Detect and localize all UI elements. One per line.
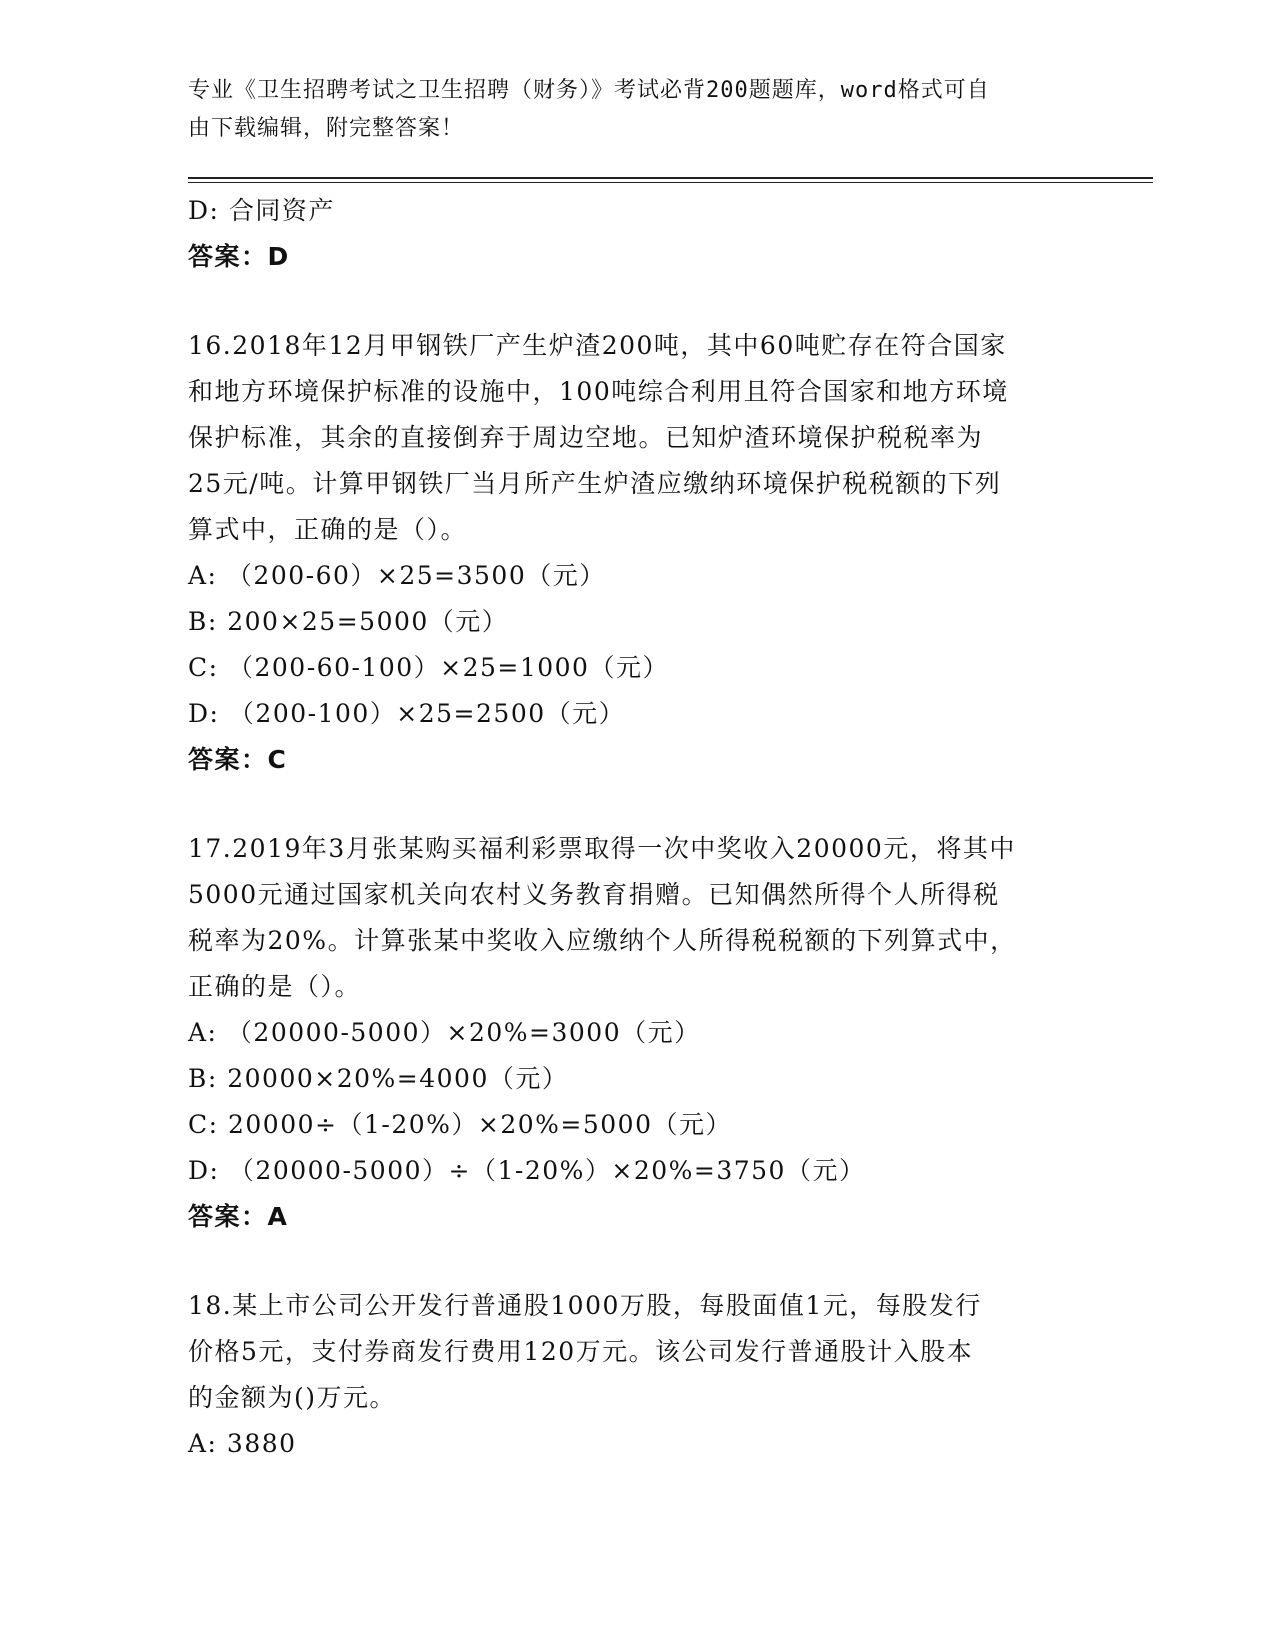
header-divider-thick: [188, 177, 1153, 179]
header-divider-thin: [188, 182, 1153, 183]
question-17: [188, 826, 1088, 1010]
header-line-1: 专业《卫生招聘考试之卫生招聘（财务）》考试必背200题题库，word格式可自: [188, 78, 990, 103]
question-16-answer: 答案：C: [188, 745, 288, 774]
question-17-line: 税率为20%。计算张某中奖收入应缴纳个人所得税税额的下列算式中，: [188, 926, 1017, 955]
prev-option-d: D: 合同资产: [188, 196, 335, 225]
spacer: [188, 1240, 1088, 1283]
question-18-line: 的金额为()万元。: [188, 1383, 397, 1412]
question-18: [188, 1283, 1088, 1421]
question-16-option-a: A: （200-60）×25=3500（元）: [188, 561, 606, 590]
question-16-line: 16.2018年12月甲钢铁厂产生炉渣200吨，其中60吨贮存在符合国家: [188, 331, 1007, 360]
spacer: [188, 783, 1088, 826]
question-16-option-d: D: （200-100）×25=2500（元）: [188, 699, 626, 728]
question-17-option-d: D: （20000-5000）÷（1-20%）×20%=3750（元）: [188, 1156, 866, 1185]
page-header: [188, 72, 1068, 148]
question-17-line: 5000元通过国家机关向农村义务教育捐赠。已知偶然所得个人所得税: [188, 880, 1000, 909]
question-17-line: 正确的是（）。: [188, 972, 362, 1001]
question-18-option-a: A: 3880: [188, 1429, 297, 1458]
question-17-line: 17.2019年3月张某购买福利彩票取得一次中奖收入20000元，将其中: [188, 834, 1016, 863]
question-16: [188, 323, 1088, 553]
question-16-option-b: B: 200×25=5000（元）: [188, 607, 509, 636]
prev-answer: 答案：D: [188, 242, 290, 271]
question-18-line: 18.某上市公司公开发行普通股1000万股，每股面值1元，每股发行: [188, 1291, 982, 1320]
question-17-answer: 答案：A: [188, 1202, 289, 1231]
question-17-option-b: B: 20000×20%=4000（元）: [188, 1064, 569, 1093]
header-line-2: 由下载编辑，附完整答案！: [188, 116, 465, 141]
question-16-line: 算式中，正确的是（）。: [188, 515, 468, 544]
question-16-line: 和地方环境保护标准的设施中，100吨综合利用且符合国家和地方环境: [188, 377, 1009, 406]
spacer: [188, 280, 1088, 323]
question-17-option-a: A: （20000-5000）×20%=3000（元）: [188, 1018, 701, 1047]
question-16-line: 25元/吨。计算甲钢铁厂当月所产生炉渣应缴纳环境保护税税额的下列: [188, 469, 1002, 498]
question-content: [188, 188, 1088, 1467]
question-16-line: 保护标准，其余的直接倒弃于周边空地。已知炉渣环境保护税税率为: [188, 423, 984, 452]
question-17-option-c: C: 20000÷（1-20%）×20%=5000（元）: [188, 1110, 732, 1139]
question-18-line: 价格5元，支付券商发行费用120万元。该公司发行普通股计入股本: [188, 1337, 974, 1366]
question-16-option-c: C: （200-60-100）×25=1000（元）: [188, 653, 669, 682]
